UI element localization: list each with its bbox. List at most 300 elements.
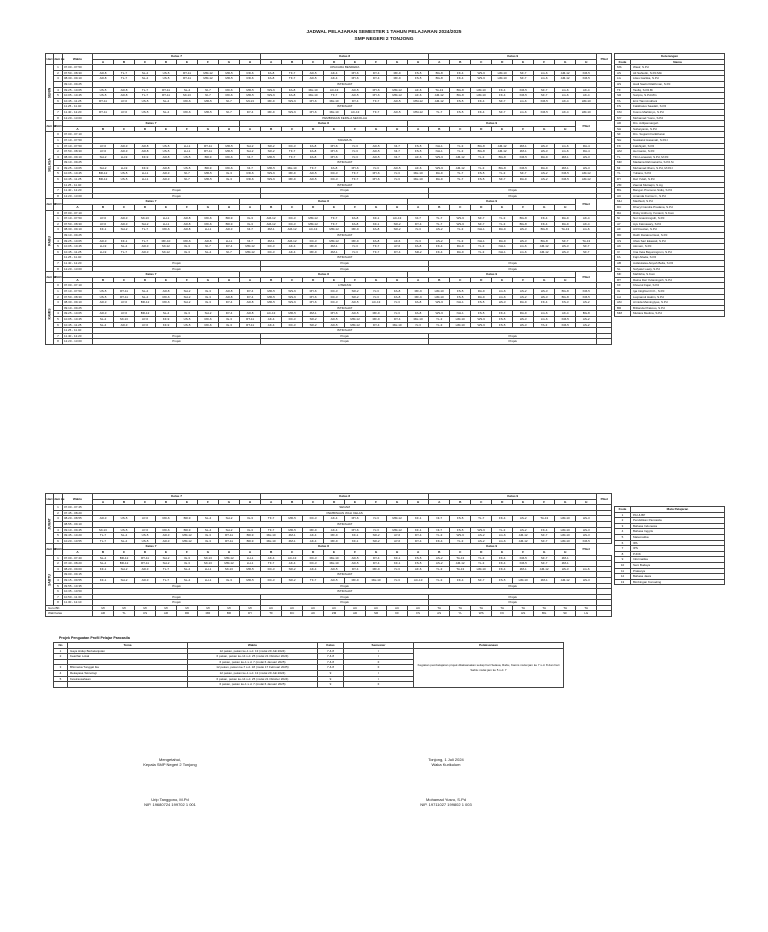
section-header: C [471,59,492,65]
projek-cell: Projek [261,333,429,339]
waktu-cell: 07.00 - 07.10 [63,283,93,289]
mapel-name: IPS [631,546,725,552]
schedule-cell: WS-6 [429,300,450,306]
schedule-cell: AR-3 [93,238,114,244]
schedule-cell: MI-13 [135,216,156,222]
schedule-cell: LH-9 [114,165,135,171]
schedule-cell: FS-5 [450,98,471,104]
section-header: B [282,59,303,65]
section-header: F [534,59,555,65]
p5-tema: Rekayasa Teknologi [68,670,188,676]
projek-cell: Projek [429,188,597,194]
schedule-cell: MY-6 [303,294,324,300]
wali-kelas-cell: LG [576,611,597,617]
section-header: F [345,549,366,555]
schedule-cell: NI-7 [240,154,261,160]
schedule-cell: KF-9 [135,154,156,160]
schedule-cell: ZM-1 [261,227,282,233]
schedule-cell: IV-3 [387,177,408,183]
schedule-cell: SR-2 [345,288,366,294]
schedule-cell: TF-7 [324,221,345,227]
section-header: B [93,277,114,283]
schedule-cell: AR-8 [240,311,261,317]
schedule-cell: ZM-1 [303,311,324,317]
jam-cell: 5 [54,171,63,177]
section-header: C [114,205,135,211]
jam-cell: 6 [54,177,63,183]
schedule-cell: RA-9 [534,165,555,171]
teacher-name: Kusno Martiknyo, S.Pd [631,109,725,115]
schedule-cell: KM-5 [576,70,597,76]
waktu-cell: 07.00 - 07.10 [63,210,93,216]
section-header: C [282,126,303,132]
schedule-cell: US-5 [177,165,198,171]
projek-cell: Projek [429,339,597,345]
schedule-cell: US-5 [114,171,135,177]
schedule-cell: HM-10 [513,577,534,583]
schedule-cell: FS-5 [450,294,471,300]
schedule-cell: BR-12 [135,300,156,306]
schedule-cell: AD-5 [387,109,408,115]
schedule-cell: LG-6 [555,87,576,93]
teacher-name: Drs. Sugiarti Fariikhatun [631,132,725,138]
schedule-cell: IG-3 [198,538,219,544]
section-header: G [534,126,555,132]
schedule-cell: MI-13 [93,527,114,533]
schedule-cell: HM-10 [492,76,513,82]
schedule-cell: AK-4 [261,555,282,561]
schedule-cell: KF-1 [93,227,114,233]
schedule-cell: IV-3 [366,165,387,171]
schedule-cell: TL-7 [471,516,492,522]
schedule-cell: FA-8 [261,76,282,82]
wali-kelas-cell: FK [492,611,513,617]
schedule-cell: MF-9 [408,288,429,294]
grade-header-8: Kelas 8 [240,544,408,550]
schedule-cell: IG-3 [177,311,198,317]
schedule-cell: LG-6 [513,249,534,255]
grade-header-7: Kelas 7 [93,494,261,500]
schedule-cell: AR-3 [114,149,135,155]
schedule-cell: AD-5 [366,143,387,149]
waktu-cell: 07.00 - 07.50 [63,65,93,71]
schedule-cell: AM-12 [534,249,555,255]
schedule-cell: IG-3 [177,561,198,567]
schedule-cell: KF-1 [114,238,135,244]
schedule-cell: KF-9 [135,165,156,171]
schedule-cell: DY-4 [366,322,387,328]
schedule-cell: DC-3 [303,516,324,522]
section-header: E [324,126,345,132]
schedule-cell: IV-3 [366,288,387,294]
teacher-code: NI [615,216,631,222]
schedule-cell: MM-12 [303,221,324,227]
schedule-cell: FK-4 [492,516,513,522]
schedule-cell: BR-9 [198,165,219,171]
teacher-name: Lilies Gartika, S.Pd [631,76,725,82]
schedule-cell: IV-3 [408,322,429,328]
schedule-cell: AK-4 [282,249,303,255]
grade-header-7: Kelas 7 [63,272,240,278]
teacher-code: AC [615,193,631,199]
schedule-cell: AK-4 [555,311,576,317]
schedule-cell: RA-9 [513,300,534,306]
schedule-cell: AY-6 [93,143,114,149]
guru-bk-cell: TA [471,605,492,611]
projek-cell: Projek [429,594,597,600]
schedule-cell: KF-1 [93,566,114,572]
schedule-cell: LG-6 [534,70,555,76]
section-header: E [513,499,534,505]
schedule-cell: NI-7 [219,249,240,255]
schedule-cell: RA-9 [492,238,513,244]
schedule-cell: AR-8 [114,87,135,93]
section-header: E [156,205,177,211]
waktu-cell: 09.10 - 09.25 [63,305,93,311]
schedule-cell: FA-8 [303,149,324,155]
schedule-cell: AM-12 [555,70,576,76]
schedule-cell: DC-3 [282,143,303,149]
wali-kelas-cell: TL [114,611,135,617]
schedule-cell: TL-7 [450,177,471,183]
section-header: B [282,499,303,505]
schedule-cell: MH-10 [303,93,324,99]
schedule-cell: TF-7 [345,177,366,183]
wali-kelas-cell: RD [177,611,198,617]
span-cell: ISTIRAHAT [93,521,597,527]
mapel-code: 4 [615,529,631,535]
schedule-cell: MR-5 [219,143,240,149]
schedule-cell: DC-3 [324,288,345,294]
schedule-cell: BG-8 [534,238,555,244]
schedule-cell: DY-4 [240,109,261,115]
projek-cell: Projek [429,266,597,272]
jam-header: Jam ke [46,272,54,283]
schedule-cell: KM-5 [513,87,534,93]
section-header: D [324,499,345,505]
schedule-cell: MY-6 [345,76,366,82]
waktu-cell: 09.10 - 09.25 [63,81,93,87]
teacher-name: Suripto, S.Pd.MIn [631,93,725,99]
waktu-cell: 09.15 - 09.55 [63,577,93,583]
projek-cell: Projek [261,266,429,272]
p5-header: No [54,643,68,649]
schedule-cell: SR-2 [366,538,387,544]
jam-header: Jam ke [46,199,54,210]
schedule-cell: RT-11 [114,294,135,300]
section-header: B [261,126,282,132]
schedule-cell: MI-13 [198,555,219,561]
schedule-cell: MR-5 [240,93,261,99]
mapel-name: Bahasa Inggris [631,529,725,535]
schedule-cell: SH-2 [156,561,177,567]
teacher-name: Muhamad Ilham, S.Pd, M.Pd.I [631,165,725,171]
teacher-code: BG [615,188,631,194]
schedule-cell: FK-4 [534,527,555,533]
schedule-cell: LH-1 [219,238,240,244]
schedule-cell: AS-2 [576,322,597,328]
span-cell: ISTIRAHAT [93,160,597,166]
kode-header: Kode [615,507,631,513]
schedule-cell: AR-3 [114,221,135,227]
schedule-cell: AM-12 [282,238,303,244]
teacher-code: SH [615,126,631,132]
section-header: F [345,205,366,211]
projek-cell: Projek [261,193,429,199]
schedule-cell: WS-6 [282,300,303,306]
teacher-name: Nur Isnaniningsih, S.Pd [631,216,725,222]
section-header: D [471,126,492,132]
schedule-cell: RD-6 [219,165,240,171]
teacher-name: Ayu Fatmasary, S.Pd [631,221,725,227]
schedule-cell: KM-5 [534,109,555,115]
section-header: H [408,499,429,505]
mapel-table [614,506,724,596]
schedule-cell: AS-2 [513,516,534,522]
projek-cell: Projek [429,193,597,199]
schedule-cell: IG-3 [219,322,240,328]
schedule-cell: BG-8 [534,227,555,233]
schedule-cell: AC-13 [324,87,345,93]
schedule-cell: TA-13 [555,227,576,233]
schedule-cell: YL-3 [429,566,450,572]
section-header: A [93,499,114,505]
teacher-code: IG [615,288,631,294]
section-header: F [177,126,198,132]
jam-cell: 3 [54,516,63,522]
schedule-cell: IG-3 [219,577,240,583]
schedule-cell: SF-7 [492,177,513,183]
schedule-cell: DY-4 [219,311,240,317]
schedule-cell: SF-7 [576,244,597,250]
section-header: H [219,126,240,132]
schedule-cell: IG-3 [219,316,240,322]
schedule-cell: WS-6 [471,322,492,328]
guru-bk-cell: TA [513,605,534,611]
guru-bk-cell: MI [114,605,135,611]
p5-section [45,635,611,725]
section-header: F [513,277,534,283]
schedule-cell: TF-7 [303,577,324,583]
schedule-cell: RA-4 [576,149,597,155]
schedule-cell: KF-1 [387,555,408,561]
schedule-cell: AC-13 [366,300,387,306]
schedule-cell: ZM-1 [324,244,345,250]
schedule-cell: HS-3 [534,288,555,294]
schedule-cell: HM-10 [450,322,471,328]
schedule-cell: LG-6 [513,109,534,115]
wali-kelas-cell: ZM [324,611,345,617]
section-header: F [366,499,387,505]
p5-header: Pelaksanaan [414,643,564,649]
mapel-name: Bahasa Indonesia [631,523,725,529]
section-header: B [93,205,114,211]
schedule-cell: HS-3 [555,249,576,255]
schedule-cell: AS-2 [513,294,534,300]
schedule-cell: SL-4 [114,533,135,539]
schedule-cell: YL-3 [492,527,513,533]
teacher-code: BR [615,305,631,311]
schedule-cell: LH-1 [135,177,156,183]
schedule-cell: BG-8 [450,93,471,99]
projek-cell: Projek [429,260,597,266]
teacher-name: Bangun Pramono Sidiq, S.Pd [631,188,725,194]
schedule-cell: DC-3 [261,244,282,250]
schedule-cell: MY-6 [366,171,387,177]
schedule-row [46,339,612,345]
schedule-cell: AR-3 [156,177,177,183]
teacher-code: TL [615,154,631,160]
schedule-cell: YL-3 [471,555,492,561]
schedule-cell: FK-4 [429,249,450,255]
span-cell: ISTIRAHAT [93,305,597,311]
schedule-cell: HS-3 [513,227,534,233]
schedule-cell: MR-5 [198,98,219,104]
schedule-cell: MY-6 [324,311,345,317]
teacher-name: Drs. Aditjasmargeh [631,121,725,127]
schedule-cell: LG-6 [492,294,513,300]
schedule-cell: AY-6 [135,316,156,322]
schedule-cell: MR-5 [198,177,219,183]
schedule-cell: RD-6 [240,177,261,183]
span-cell: SENAM [93,505,597,511]
schedule-cell: TL-7 [135,227,156,233]
schedule-cell: AD-5 [345,561,366,567]
schedule-cell: RA-9 [471,288,492,294]
schedule-cell: MI-13 [114,316,135,322]
section-header: C [135,499,156,505]
schedule-cell: FA-8 [324,165,345,171]
schedule-cell: MF-9 [282,171,303,177]
grade-header-8: Kelas 8 [261,54,429,60]
schedule-cell: RA-9 [492,227,513,233]
schedule-cell: KM-5 [513,561,534,567]
schedule-cell: TL-7 [114,76,135,82]
schedule-cell: IV-3 [345,249,366,255]
schedule-cell: WS-6 [282,98,303,104]
schedule-cell: TA-13 [450,555,471,561]
schedule-cell: SL-4 [177,566,198,572]
schedule-cell: MM-12 [177,533,198,539]
schedule-cell: NH-1 [471,238,492,244]
schedule-cell: SF-7 [534,538,555,544]
schedule-cell: AY-6 [93,221,114,227]
teacher-name: Erni Tiani Andriani [631,98,725,104]
schedule-cell: FA-8 [282,87,303,93]
waktu-cell: 12.20 - 13.00 [63,339,93,345]
projek-cell: Projek [429,333,597,339]
span-cell: ISTIRAHAT [93,182,597,188]
section-header: G [366,277,387,283]
schedule-cell: MH-10 [303,87,324,93]
schedule-cell: MR-5 [261,294,282,300]
mapel-code: 5 [615,534,631,540]
schedule-cell: SH-2 [114,566,135,572]
schedule-cell: IV-3 [408,238,429,244]
schedule-cell: MM-12 [303,216,324,222]
schedule-cell: IG-3 [219,171,240,177]
schedule-cell: AS-2 [429,561,450,567]
guru-bk-cell: MI [219,605,240,611]
schedule-cell: TL-7 [93,538,114,544]
waktu-cell: 11.25 - 11.40 [63,255,93,261]
schedule-cell: IG-3 [240,216,261,222]
schedule-cell: SL-4 [198,527,219,533]
schedule-cell: YL-3 [450,227,471,233]
schedule-cell: FK-4 [492,561,513,567]
jam-cell: 1 [54,288,63,294]
schedule-cell: IV-3 [387,577,408,583]
schedule-cell: HS-3 [513,316,534,322]
schedule-cell: SH-2 [93,154,114,160]
p5-waktu: 6 pekan, pekan ke-1 s.d. 7 (mulai 6 Januari 2025) [188,682,318,688]
projek-cell: Projek [261,600,429,606]
schedule-cell: RD-6 [198,316,219,322]
section-header: C [114,126,135,132]
teacher-code: MR [615,160,631,166]
jam-cell: 7 [54,594,63,600]
schedule-cell: YL-3 [450,238,471,244]
teacher-name: Sofyatul Laely, S.Pd [631,266,725,272]
schedule-cell: US-5 [93,294,114,300]
section-header: F [345,277,366,283]
section-header: E [513,59,534,65]
p5-tema: Kewirausahaan [68,676,188,682]
schedule-cell: AR-3 [93,516,114,522]
schedule-cell: FS-5 [408,561,429,567]
mapel-name: Matematika [631,534,725,540]
schedule-cell: DY-4 [366,561,387,567]
schedule-cell: AR-3 [93,311,114,317]
schedule-cell: DC-3 [282,322,303,328]
waktu-cell: 08.55 - 09.10 [63,521,93,527]
schedule-cell: HS-3 [492,300,513,306]
section-header: G [555,499,576,505]
schedule-cell: AK-4 [303,538,324,544]
schedule-cell: SL-4 [93,555,114,561]
projek-cell: Projek [93,333,261,339]
guru-bk-label: Guru BK [46,605,93,611]
schedule-cell: US-5 [177,154,198,160]
section-header: D [135,205,156,211]
schedule-cell: BG-8 [513,221,534,227]
schedule-cell: SL-4 [114,244,135,250]
section-header: G [366,126,387,132]
section-header: F [198,59,219,65]
schedule-cell: RD-6 [156,227,177,233]
schedule-cell: AM-12 [513,533,534,539]
schedule-cell: LG-6 [534,316,555,322]
section-header: H [555,277,576,283]
guru-bk-cell: MI [93,605,114,611]
schedule-cell: SR-2 [408,249,429,255]
teacher-name: Ratih Dwiatna Dewi, S.Pd [631,233,725,239]
jam-cell: 2 [54,70,63,76]
jam-cell: 1 [54,137,63,143]
schedule-cell: MM-12 [345,316,366,322]
waktu-cell: 10.05 - 10.45 [63,244,93,250]
schedule-cell: TF-7 [282,76,303,82]
schedule-cell: MY-6 [345,527,366,533]
schedule-cell: YL-3 [492,171,513,177]
waktu-cell: 07.10 - 07.50 [63,288,93,294]
teacher-code: TA [615,98,631,104]
section-header: F [534,499,555,505]
projek-cell: Projek [261,260,429,266]
schedule-cell: YL-3 [471,165,492,171]
section-header: F [177,277,198,283]
p5-header: Kelas [318,643,344,649]
